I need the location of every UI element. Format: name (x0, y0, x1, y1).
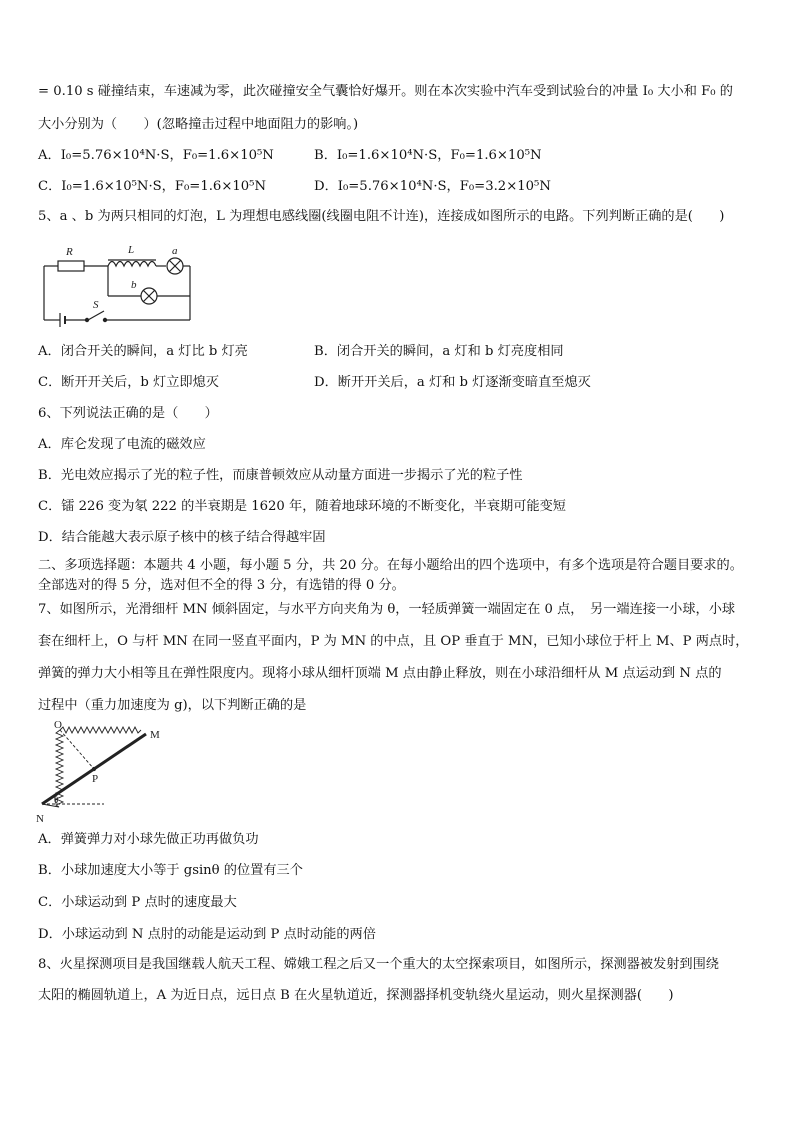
label-l: L (128, 244, 135, 256)
q8-stem-line-2: 太阳的椭圆轨道上，A 为近日点，远日点 B 在火星轨道近，探测器择机变轨绕火星运动，则火星探测器( ) (38, 988, 674, 1003)
q8-stem-line-1: 8、火星探测项目是我国继载人航天工程、嫦娥工程之后又一个重大的太空探索项目，如图所示，探测器被发射到围绕 (38, 957, 719, 972)
resistor-r (58, 261, 84, 271)
label-b: b (131, 279, 137, 291)
label-m: M (150, 729, 160, 741)
switch-s (88, 311, 104, 320)
q4-stem-line-1: = 0.10 s 碰撞结束，车速减为零，此次碰撞安全气囊恰好爆开。则在本次实验中汽车受到试验台的冲量 I₀ 大小和 F₀ 的 (38, 84, 733, 99)
label-p: P (92, 773, 99, 785)
q6-option-a[interactable]: A．库仑发现了电流的磁效应 (38, 437, 206, 452)
q7-stem-line-2: 套在细杆上，O 与杆 MN 在同一竖直平面内，P 为 MN 的中点，且 OP 垂直于 MN，已知小球位于杆上 M、P 两点时， (38, 634, 749, 649)
q5-option-a[interactable]: A．闭合开关的瞬间，a 灯比 b 灯亮 (38, 344, 248, 359)
q7-stem-line-3: 弹簧的弹力大小相等且在弹性限度内。现将小球从细杆顶端 M 点由静止释放，则在小球沿细杆从 M 点运动到 N 点的 (38, 666, 722, 681)
q7-option-b[interactable]: B．小球加速度大小等于 gsinθ 的位置有三个 (38, 863, 303, 878)
q7-rod-spring-diagram (34, 718, 164, 828)
q5-option-b[interactable]: B．闭合开关的瞬间，a 灯和 b 灯亮度相同 (314, 344, 564, 359)
spring-o-to-m (60, 727, 141, 733)
q4-option-a[interactable]: A．I₀=5.76×10⁴N·S，F₀=1.6×10⁵N (38, 148, 274, 163)
q7-option-d[interactable]: D．小球运动到 N 点肘的动能是运动到 P 点时动能的两倍 (38, 927, 376, 942)
section2-heading-line-2: 全部选对的得 5 分，选对但不全的得 3 分，有选错的得 0 分。 (38, 578, 405, 593)
q4-stem-line-2: 大小分别为（ ）(忽略撞击过程中地面阻力的影响。) (38, 117, 359, 132)
q7-option-c[interactable]: C．小球运动到 P 点时的速度最大 (38, 895, 237, 910)
q7-stem-line-1: 7、如图所示，光滑细杆 MN 倾斜固定，与水平方向夹角为 θ，一轻质弹簧一端固定在 0 点， 另一端连接一小球，小球 (38, 602, 736, 617)
q6-option-b[interactable]: B．光电效应揭示了光的粒子性，而康普顿效应从动量方面进一步揭示了光的粒子性 (38, 468, 523, 483)
point-p (92, 767, 95, 770)
q5-option-c[interactable]: C．断开开关后，b 灯立即熄灭 (38, 375, 219, 390)
q6-option-c[interactable]: C．镭 226 变为氡 222 的半衰期是 1620 年，随着地球环境的不断变化，半衰期可能变短 (38, 499, 566, 514)
q7-option-a[interactable]: A．弹簧弹力对小球先做正功再做负功 (38, 832, 259, 847)
label-s: S (93, 299, 99, 311)
label-o: O (54, 719, 62, 731)
label-n: N (36, 813, 44, 825)
label-r: R (66, 246, 73, 258)
q5-circuit-diagram (38, 240, 198, 330)
q5-option-d[interactable]: D．断开开关后，a 灯和 b 灯逐渐变暗直至熄灭 (314, 375, 591, 390)
q4-option-d[interactable]: D．I₀=5.76×10⁴N·S，F₀=3.2×10⁵N (314, 179, 551, 194)
section2-heading-line-1: 二、多项选择题：本题共 4 小题，每小题 5 分，共 20 分。在每小题给出的四个选项中，有多个选项是符合题目要求的。 (38, 558, 743, 573)
q5-stem: 5、a 、b 为两只相同的灯泡，L 为理想电感线圈(线圈电阻不计连)，连接成如图所示的电路。下列判断正确的是( ) (38, 209, 725, 224)
label-theta: θ (54, 795, 59, 805)
q4-option-c[interactable]: C．I₀=1.6×10⁵N·S，F₀=1.6×10⁵N (38, 179, 266, 194)
q6-stem: 6、下列说法正确的是（ ） (38, 406, 218, 421)
label-a: a (172, 245, 178, 257)
inductor-l (108, 262, 156, 267)
segment-op (60, 730, 94, 769)
q4-option-b[interactable]: B．I₀=1.6×10⁴N·S，F₀=1.6×10⁵N (314, 148, 542, 163)
q6-option-d[interactable]: D．结合能越大表示原子核中的核子结合得越牢固 (38, 530, 326, 545)
q7-stem-line-4: 过程中（重力加速度为 g)，以下判断正确的是 (38, 698, 307, 713)
